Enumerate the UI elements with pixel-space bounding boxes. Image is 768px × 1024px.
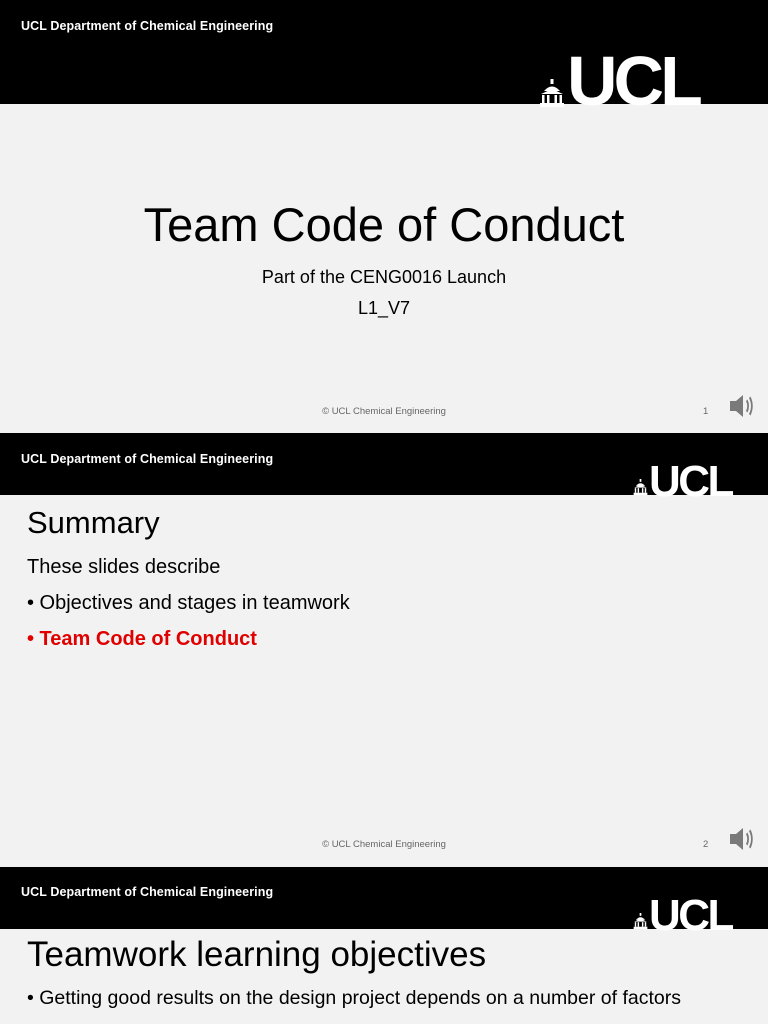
summary-intro: These slides describe — [27, 556, 221, 578]
ucl-portico-icon — [633, 479, 648, 495]
ucl-portico-icon — [633, 913, 648, 929]
slide-subtitle: Part of the CENG0016 Launch — [261, 267, 507, 287]
speaker-icon[interactable] — [728, 393, 756, 424]
department-label: UCL Department of Chemical Engineering — [21, 452, 274, 466]
slide-title: Team Code of Conduct — [143, 198, 625, 251]
slide-1 — [0, 0, 768, 433]
slide-header — [0, 433, 768, 506]
page-number: 1 — [703, 406, 709, 417]
ucl-wordmark: UCL — [649, 891, 732, 940]
ucl-logo — [633, 891, 732, 940]
bullet-item-highlighted: • Team Code of Conduct — [27, 628, 257, 650]
department-label: UCL Department of Chemical Engineering — [21, 19, 274, 33]
page-number: 2 — [703, 839, 709, 850]
slide-header — [0, 0, 768, 120]
slide-2 — [0, 433, 768, 867]
slide-3 — [0, 867, 768, 1024]
ucl-logo — [633, 457, 732, 506]
footer-copyright: © UCL Chemical Engineering — [322, 406, 446, 417]
speaker-icon[interactable] — [728, 826, 756, 857]
ucl-wordmark: UCL — [649, 457, 732, 506]
footer-copyright: © UCL Chemical Engineering — [322, 839, 446, 850]
slide-version: L1_V7 — [357, 298, 411, 318]
department-label: UCL Department of Chemical Engineering — [21, 885, 274, 899]
slide-title: Teamwork learning objectives — [27, 935, 487, 974]
ucl-portico-icon — [539, 79, 565, 107]
slide-title: Summary — [27, 505, 160, 540]
bullet-item: • Getting good results on the design project depends on a number of factors — [27, 987, 681, 1009]
ucl-logo — [539, 42, 699, 120]
slide-header — [0, 867, 768, 940]
ucl-wordmark: UCL — [567, 42, 699, 120]
bullet-item: • Objectives and stages in teamwork — [27, 592, 350, 614]
